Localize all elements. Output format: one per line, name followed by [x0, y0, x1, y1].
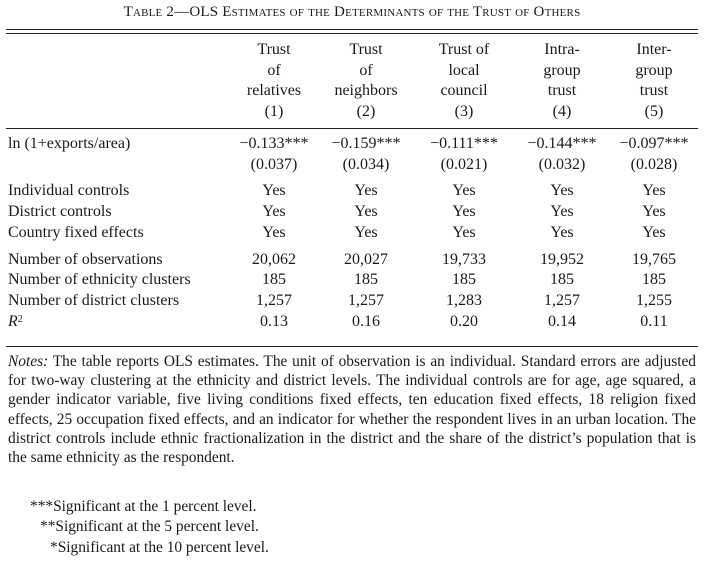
table-cell: 1,257	[544, 292, 580, 309]
regressor-label: ln (1+exports/area)	[8, 135, 131, 152]
coef-2: −0.159***	[331, 135, 401, 152]
top-rule-double	[6, 33, 698, 34]
row-label-district-controls: District controls	[8, 203, 112, 220]
table-cell: Yes	[354, 224, 378, 241]
row-label-district-clusters: Number of district clusters	[8, 292, 180, 309]
table-cell: 185	[262, 271, 286, 288]
table-cell: Yes	[550, 182, 574, 199]
table-cell: 0.20	[450, 313, 478, 330]
column-header-1: Trust of relatives (1)	[246, 41, 302, 120]
table-cell: 185	[642, 271, 666, 288]
significance-note-10: *Significant at the 10 percent level.	[50, 539, 269, 556]
se-2: (0.034)	[342, 156, 390, 173]
significance-note-1: ***Significant at the 1 percent level.	[30, 498, 257, 515]
table-cell: 20,062	[252, 251, 296, 268]
notes-text: The table reports OLS estimates. The unit of observation is an individual. Standard errors are adjusted for two-way clustering at the ethnicity and district levels. The individual controls are for age, age squared, a gender indicator variable, five living conditions fixed effects, ten education fixed effects, 18 religion fixed effects, 25 occupation fixed effects, and an indicator for whether the respondent lives in an urban location. The district controls include ethnic fractionalization in the district and the share of the district’s population that is the same ethnicity as the respondent.	[8, 353, 696, 467]
table-cell: Yes	[354, 182, 378, 199]
table-cell: Yes	[550, 224, 574, 241]
table-cell: 1,283	[446, 292, 482, 309]
bottom-rule	[6, 346, 698, 347]
table-cell: 19,733	[442, 251, 486, 268]
table-cell: Yes	[262, 224, 286, 241]
table-cell: 0.14	[548, 313, 576, 330]
column-header-2: Trust of neighbors (2)	[334, 41, 398, 120]
coef-1: −0.133***	[239, 135, 309, 152]
notes-label: Notes:	[8, 353, 49, 370]
table-cell: 19,952	[540, 251, 584, 268]
top-rule	[6, 29, 698, 30]
table-cell: 0.11	[640, 313, 668, 330]
table-cell: 1,255	[636, 292, 672, 309]
table-cell: Yes	[642, 182, 666, 199]
table-notes	[8, 352, 696, 467]
row-label-individual-controls: Individual controls	[8, 182, 130, 199]
table-cell: 0.13	[260, 313, 288, 330]
table-cell: Yes	[452, 182, 476, 199]
table-cell: Yes	[642, 203, 666, 220]
table-cell: Yes	[452, 203, 476, 220]
row-label-observations: Number of observations	[8, 251, 163, 268]
coef-5: −0.097***	[619, 135, 689, 152]
coef-3: −0.111***	[430, 135, 498, 152]
table-cell: 185	[354, 271, 378, 288]
table-title: Table 2—OLS Estimates of the Determinants of the Trust of Others	[123, 4, 581, 20]
table-cell: Yes	[262, 182, 286, 199]
se-5: (0.028)	[630, 156, 678, 173]
significance-note-5: **Significant at the 5 percent level.	[40, 518, 259, 535]
table-cell: Yes	[452, 224, 476, 241]
column-header-3: Trust of local council (3)	[438, 41, 490, 120]
se-4: (0.032)	[538, 156, 586, 173]
column-header-5: Inter- group trust (5)	[635, 41, 673, 120]
table-cell: Yes	[262, 203, 286, 220]
table-cell: 185	[452, 271, 476, 288]
coef-4: −0.144***	[527, 135, 597, 152]
header-rule	[6, 128, 698, 129]
row-label-country-fixed-effects: Country fixed effects	[8, 224, 144, 241]
table-cell: 19,765	[632, 251, 676, 268]
table-cell: 0.16	[352, 313, 380, 330]
table-cell: Yes	[642, 224, 666, 241]
se-1: (0.037)	[250, 156, 298, 173]
row-label-ethnicity-clusters: Number of ethnicity clusters	[8, 271, 191, 288]
column-header-4: Intra- group trust (4)	[543, 41, 581, 120]
table-cell: Yes	[550, 203, 574, 220]
table-cell: 1,257	[256, 292, 292, 309]
table-cell: Yes	[354, 203, 378, 220]
se-3: (0.021)	[440, 156, 488, 173]
table-cell: 20,027	[344, 251, 388, 268]
row-label-r-squared: $R^2$	[8, 313, 23, 330]
table-cell: 185	[550, 271, 574, 288]
table-cell: 1,257	[348, 292, 384, 309]
